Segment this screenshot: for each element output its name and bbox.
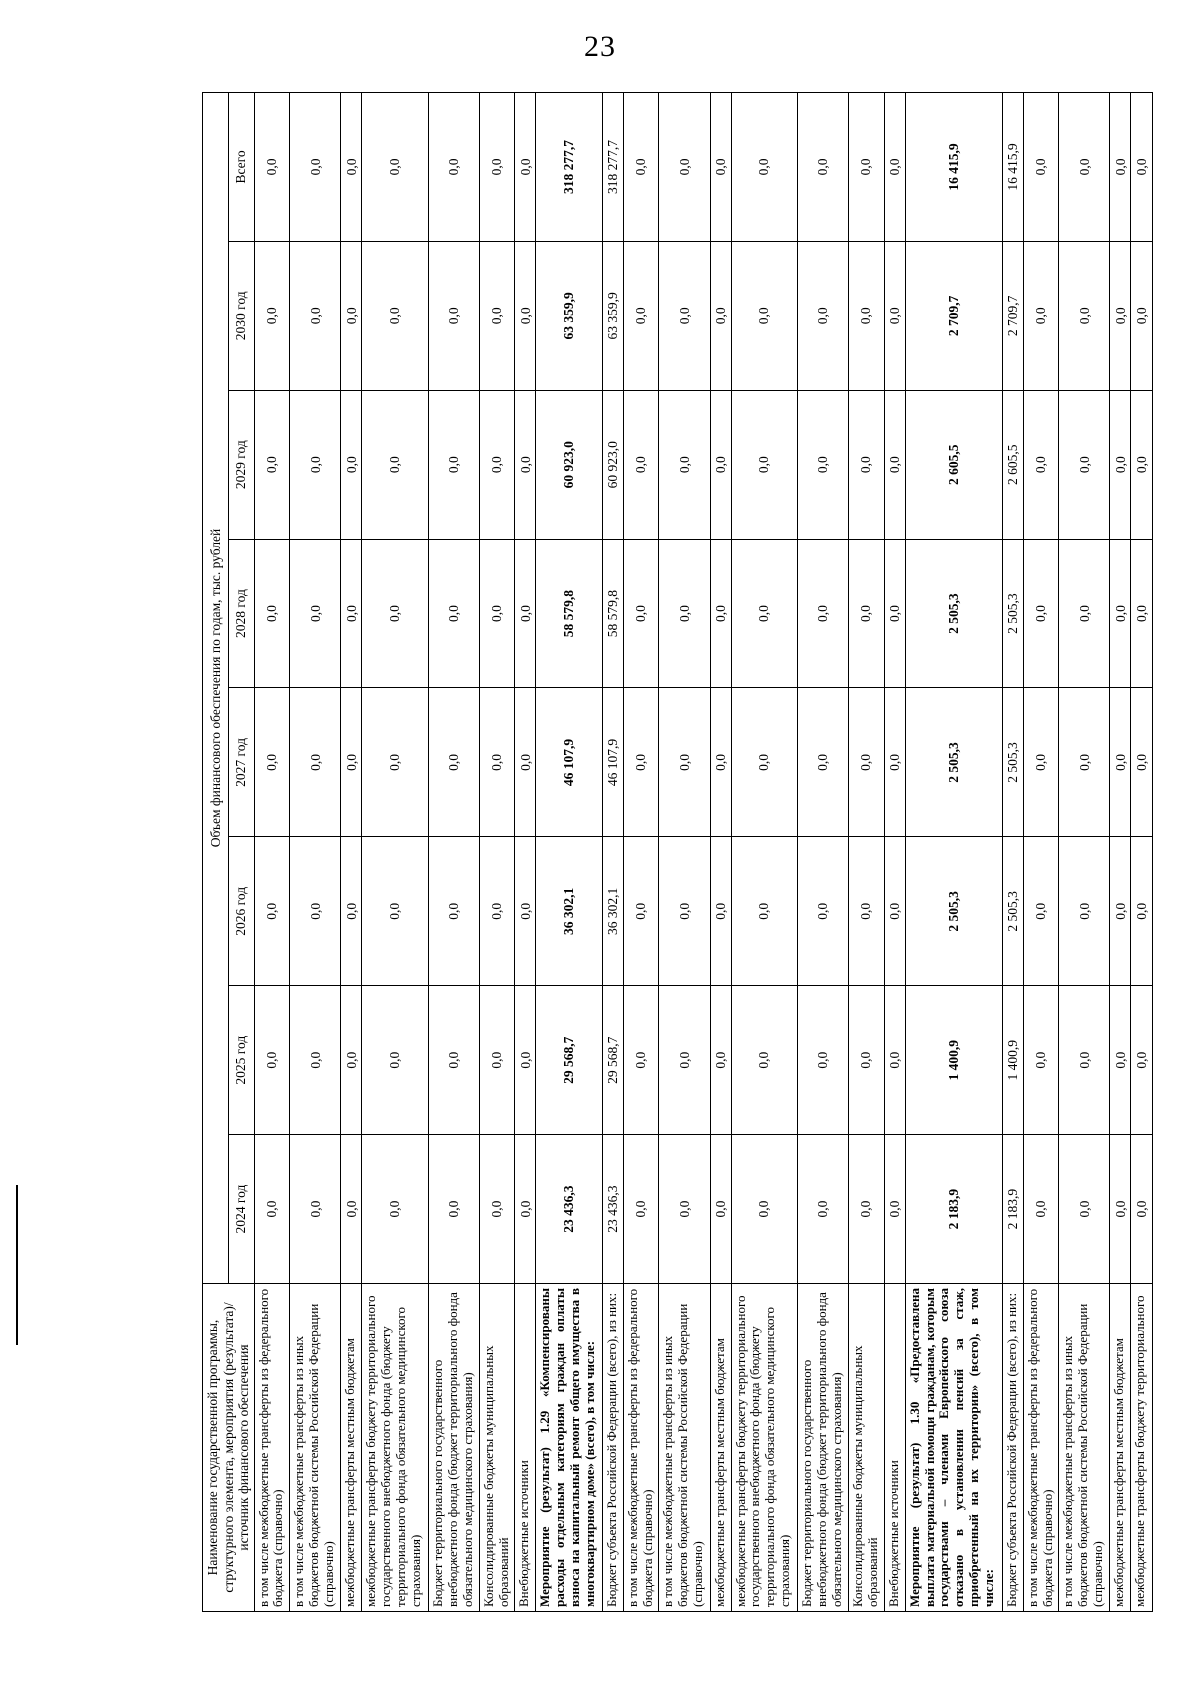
row-value: 2 505,3: [905, 688, 1002, 837]
row-value: 0,0: [290, 986, 341, 1135]
row-value: 0,0: [428, 986, 479, 1135]
row-value: 0,0: [623, 986, 659, 1135]
row-value: 318 277,7: [602, 93, 623, 242]
row-value: 0,0: [1059, 93, 1110, 242]
row-value: 0,0: [290, 1135, 341, 1284]
row-value: 0,0: [428, 837, 479, 986]
row-value: 0,0: [1023, 241, 1059, 390]
table-container: [202, 92, 1149, 1612]
row-value: 2 605,5: [905, 390, 1002, 539]
row-value: 0,0: [362, 837, 428, 986]
row-value: 0,0: [362, 539, 428, 688]
row-value: 0,0: [797, 390, 848, 539]
row-value: 0,0: [1059, 241, 1110, 390]
row-value: 0,0: [1110, 539, 1131, 688]
row-value: 0,0: [254, 390, 290, 539]
header-year-5: 2029 год: [228, 390, 254, 539]
row-label: Бюджет территориального государственного внебюджетного фонда (бюджет территориального фонда обязательного медицинского страхования): [428, 1284, 479, 1612]
row-label: в том числе межбюджетные трансферты из федерального бюджета (справочно): [1023, 1284, 1059, 1612]
row-value: 0,0: [479, 539, 515, 688]
row-value: 2 709,7: [905, 241, 1002, 390]
table-row: [602, 93, 623, 1612]
row-value: 16 415,9: [1002, 93, 1023, 242]
row-value: 0,0: [623, 241, 659, 390]
row-value: 0,0: [515, 1135, 536, 1284]
row-value: 0,0: [1110, 688, 1131, 837]
row-value: 46 107,9: [536, 688, 602, 837]
row-value: 36 302,1: [602, 837, 623, 986]
row-value: 0,0: [254, 93, 290, 242]
row-value: 0,0: [797, 241, 848, 390]
row-value: 0,0: [848, 390, 884, 539]
row-value: 2 505,3: [1002, 688, 1023, 837]
row-value: 0,0: [623, 539, 659, 688]
row-value: 2 605,5: [1002, 390, 1023, 539]
row-value: 0,0: [479, 986, 515, 1135]
row-value: 0,0: [848, 837, 884, 986]
row-value: 0,0: [1023, 837, 1059, 986]
row-value: 0,0: [623, 837, 659, 986]
row-label: межбюджетные трансферты бюджету территориального: [1131, 1284, 1152, 1612]
row-value: 0,0: [731, 390, 797, 539]
header-group-title: Объем финансового обеспечения по годам, тыс. рублей: [203, 93, 229, 1284]
row-label: межбюджетные трансферты местным бюджетам: [1110, 1284, 1131, 1612]
row-value: 0,0: [290, 93, 341, 242]
row-value: 0,0: [479, 1135, 515, 1284]
row-label: Бюджет субъекта Российской Федерации (всего), из них:: [602, 1284, 623, 1612]
row-value: 0,0: [515, 688, 536, 837]
row-value: 0,0: [254, 539, 290, 688]
row-value: 0,0: [362, 688, 428, 837]
row-value: 0,0: [1023, 539, 1059, 688]
row-value: 36 302,1: [536, 837, 602, 986]
header-year-1: 2025 год: [228, 986, 254, 1135]
row-label: Внебюджетные источники: [515, 1284, 536, 1612]
row-value: 0,0: [710, 1135, 731, 1284]
header-name-column: Наименование государственной программы, структурного элемента, мероприятия (результата)/источник финансового обеспечения: [203, 1284, 255, 1612]
row-value: 0,0: [515, 539, 536, 688]
row-value: 2 505,3: [1002, 539, 1023, 688]
row-value: 0,0: [1059, 837, 1110, 986]
table-row: [623, 93, 659, 1612]
row-label: в том числе межбюджетные трансферты из иных бюджетов бюджетной системы Российской Федерации (справочно): [290, 1284, 341, 1612]
row-value: 0,0: [731, 241, 797, 390]
row-value: 0,0: [659, 688, 710, 837]
row-label: межбюджетные трансферты местным бюджетам: [710, 1284, 731, 1612]
table-row: [1110, 93, 1131, 1612]
row-label: в том числе межбюджетные трансферты из федерального бюджета (справочно): [254, 1284, 290, 1612]
margin-line: [16, 1185, 18, 1345]
table-row: [731, 93, 797, 1612]
row-value: 0,0: [428, 390, 479, 539]
row-value: 0,0: [428, 93, 479, 242]
table-row: [254, 93, 290, 1612]
row-value: 0,0: [1059, 390, 1110, 539]
row-value: 0,0: [1131, 688, 1152, 837]
header-year-3: 2027 год: [228, 688, 254, 837]
row-value: 0,0: [254, 688, 290, 837]
row-value: 0,0: [797, 93, 848, 242]
header-year-6: 2030 год: [228, 241, 254, 390]
row-value: 58 579,8: [536, 539, 602, 688]
row-value: 0,0: [1023, 986, 1059, 1135]
table-row: [797, 93, 848, 1612]
row-value: 0,0: [362, 986, 428, 1135]
row-value: 0,0: [290, 241, 341, 390]
row-label: Бюджет территориального государственного внебюджетного фонда (бюджет территориального фонда обязательного медицинского страхования): [797, 1284, 848, 1612]
row-value: 0,0: [623, 1135, 659, 1284]
row-value: 0,0: [254, 1135, 290, 1284]
row-value: 0,0: [1110, 241, 1131, 390]
table-row: [1023, 93, 1059, 1612]
row-value: 0,0: [848, 539, 884, 688]
row-value: 0,0: [623, 93, 659, 242]
row-value: 0,0: [1110, 390, 1131, 539]
row-label: в том числе межбюджетные трансферты из иных бюджетов бюджетной системы Российской Федерации (справочно): [1059, 1284, 1110, 1612]
row-value: 0,0: [428, 539, 479, 688]
row-value: 0,0: [341, 390, 362, 539]
row-value: 0,0: [731, 93, 797, 242]
row-value: 0,0: [848, 1135, 884, 1284]
row-value: 0,0: [848, 688, 884, 837]
table-row: [884, 93, 905, 1612]
row-label: Внебюджетные источники: [884, 1284, 905, 1612]
row-value: 0,0: [659, 1135, 710, 1284]
table-row: [1059, 93, 1110, 1612]
row-value: 0,0: [1110, 1135, 1131, 1284]
row-value: 0,0: [515, 93, 536, 242]
row-value: 0,0: [884, 837, 905, 986]
row-value: 0,0: [731, 986, 797, 1135]
row-value: 0,0: [710, 986, 731, 1135]
table-row: [536, 93, 602, 1612]
row-value: 0,0: [623, 688, 659, 837]
row-value: 0,0: [290, 688, 341, 837]
row-value: 0,0: [884, 539, 905, 688]
row-value: 2 183,9: [1002, 1135, 1023, 1284]
row-value: 0,0: [1023, 390, 1059, 539]
row-value: 0,0: [884, 241, 905, 390]
row-label: Бюджет субъекта Российской Федерации (всего), из них:: [1002, 1284, 1023, 1612]
row-value: 2 709,7: [1002, 241, 1023, 390]
row-value: 0,0: [362, 390, 428, 539]
row-value: 46 107,9: [602, 688, 623, 837]
row-value: 0,0: [1131, 93, 1152, 242]
row-value: 0,0: [362, 93, 428, 242]
row-value: 0,0: [710, 93, 731, 242]
row-value: 0,0: [341, 93, 362, 242]
row-value: 0,0: [290, 539, 341, 688]
row-value: 0,0: [884, 1135, 905, 1284]
row-value: 0,0: [515, 837, 536, 986]
table-row: [905, 93, 1002, 1612]
row-value: 0,0: [884, 93, 905, 242]
row-value: 318 277,7: [536, 93, 602, 242]
row-value: 0,0: [731, 688, 797, 837]
row-value: 0,0: [623, 390, 659, 539]
row-value: 0,0: [710, 539, 731, 688]
row-value: 0,0: [848, 986, 884, 1135]
row-value: 0,0: [710, 390, 731, 539]
row-value: 16 415,9: [905, 93, 1002, 242]
row-value: 0,0: [1023, 688, 1059, 837]
row-value: 0,0: [1059, 986, 1110, 1135]
row-value: 0,0: [254, 241, 290, 390]
table-row: [290, 93, 341, 1612]
table-row: [1131, 93, 1152, 1612]
row-value: 0,0: [659, 390, 710, 539]
row-value: 0,0: [254, 986, 290, 1135]
row-value: 0,0: [797, 1135, 848, 1284]
row-value: 60 923,0: [602, 390, 623, 539]
row-label: межбюджетные трансферты бюджету территориального государственного внебюджетного фонда (бюджету территориального фонда обязательного медицинского страхования): [362, 1284, 428, 1612]
row-value: 2 505,3: [905, 539, 1002, 688]
row-value: 29 568,7: [602, 986, 623, 1135]
row-value: 23 436,3: [602, 1135, 623, 1284]
row-value: 0,0: [797, 539, 848, 688]
row-value: 0,0: [731, 837, 797, 986]
row-value: 0,0: [290, 837, 341, 986]
financing-table: [202, 92, 1153, 1612]
row-value: 0,0: [428, 1135, 479, 1284]
row-value: 0,0: [515, 986, 536, 1135]
row-value: 2 505,3: [1002, 837, 1023, 986]
table-row: [428, 93, 479, 1612]
row-value: 0,0: [428, 241, 479, 390]
row-value: 0,0: [362, 241, 428, 390]
header-year-2: 2026 год: [228, 837, 254, 986]
row-value: 0,0: [341, 1135, 362, 1284]
row-value: 0,0: [341, 241, 362, 390]
row-value: 0,0: [479, 93, 515, 242]
row-value: 0,0: [848, 241, 884, 390]
row-value: 0,0: [479, 390, 515, 539]
row-value: 0,0: [848, 93, 884, 242]
row-value: 0,0: [1131, 986, 1152, 1135]
header-row-group: [203, 93, 229, 1612]
row-value: 0,0: [362, 1135, 428, 1284]
row-value: 0,0: [884, 688, 905, 837]
row-value: 0,0: [341, 539, 362, 688]
row-value: 63 359,9: [536, 241, 602, 390]
row-value: 0,0: [659, 837, 710, 986]
table-row: [659, 93, 710, 1612]
row-value: 0,0: [254, 837, 290, 986]
row-value: 23 436,3: [536, 1135, 602, 1284]
row-value: 0,0: [1131, 539, 1152, 688]
row-value: 0,0: [1059, 1135, 1110, 1284]
table-row: [515, 93, 536, 1612]
row-label: межбюджетные трансферты бюджету территориального государственного внебюджетного фонда (бюджету территориального фонда обязательного медицинского страхования): [731, 1284, 797, 1612]
row-label: в том числе межбюджетные трансферты из федерального бюджета (справочно): [623, 1284, 659, 1612]
row-value: 63 359,9: [602, 241, 623, 390]
row-value: 2 183,9: [905, 1135, 1002, 1284]
row-value: 0,0: [659, 986, 710, 1135]
row-label: Мероприятие (результат) 1.30 «Предоставлена выплата материальной помощи гражданам, которым государствами – членами Европейского союза отказано в установлении пенсий за стаж, приобретенный на их территории» (всего), в том числе:: [905, 1284, 1002, 1612]
row-value: 0,0: [341, 986, 362, 1135]
header-year-7: Всего: [228, 93, 254, 242]
table-row: [710, 93, 731, 1612]
row-value: 0,0: [710, 241, 731, 390]
row-value: 2 505,3: [905, 837, 1002, 986]
row-value: 1 400,9: [1002, 986, 1023, 1135]
row-value: 0,0: [1023, 1135, 1059, 1284]
row-value: 0,0: [731, 539, 797, 688]
row-value: 29 568,7: [536, 986, 602, 1135]
row-value: 0,0: [1131, 390, 1152, 539]
row-label: Мероприятие (результат) 1.29 «Компенсированы расходы отдельным категориям граждан оплаты взноса на капитальный ремонт общего имущества в многоквартирном доме» (всего), в том числе:: [536, 1284, 602, 1612]
row-value: 0,0: [710, 837, 731, 986]
row-value: 0,0: [479, 688, 515, 837]
row-value: 0,0: [659, 241, 710, 390]
row-value: 0,0: [290, 390, 341, 539]
row-value: 0,0: [1110, 837, 1131, 986]
row-value: 0,0: [884, 986, 905, 1135]
row-value: 0,0: [1023, 93, 1059, 242]
row-value: 0,0: [731, 1135, 797, 1284]
row-value: 0,0: [479, 241, 515, 390]
row-value: 0,0: [1131, 241, 1152, 390]
table-row: [341, 93, 362, 1612]
table-row: [1002, 93, 1023, 1612]
page-number: 23: [584, 30, 616, 63]
row-value: 0,0: [884, 390, 905, 539]
table-row: [362, 93, 428, 1612]
row-value: 0,0: [515, 390, 536, 539]
row-value: 0,0: [1059, 539, 1110, 688]
row-value: 58 579,8: [602, 539, 623, 688]
row-label: межбюджетные трансферты местным бюджетам: [341, 1284, 362, 1612]
table-row: [848, 93, 884, 1612]
row-label: в том числе межбюджетные трансферты из иных бюджетов бюджетной системы Российской Федерации (справочно): [659, 1284, 710, 1612]
row-value: 0,0: [479, 837, 515, 986]
row-label: Консолидированные бюджеты муниципальных образований: [848, 1284, 884, 1612]
row-value: 0,0: [515, 241, 536, 390]
row-label: Консолидированные бюджеты муниципальных образований: [479, 1284, 515, 1612]
row-value: 1 400,9: [905, 986, 1002, 1135]
header-year-0: 2024 год: [228, 1135, 254, 1284]
row-value: 0,0: [1110, 986, 1131, 1135]
row-value: 0,0: [1059, 688, 1110, 837]
row-value: 0,0: [659, 539, 710, 688]
header-year-4: 2028 год: [228, 539, 254, 688]
row-value: 0,0: [341, 837, 362, 986]
row-value: 60 923,0: [536, 390, 602, 539]
row-value: 0,0: [428, 688, 479, 837]
row-value: 0,0: [710, 688, 731, 837]
table-body: [254, 93, 1152, 1612]
row-value: 0,0: [1131, 1135, 1152, 1284]
row-value: 0,0: [797, 986, 848, 1135]
row-value: 0,0: [1110, 93, 1131, 242]
row-value: 0,0: [797, 688, 848, 837]
row-value: 0,0: [1131, 837, 1152, 986]
row-value: 0,0: [659, 93, 710, 242]
row-value: 0,0: [797, 837, 848, 986]
row-value: 0,0: [341, 688, 362, 837]
table-row: [479, 93, 515, 1612]
